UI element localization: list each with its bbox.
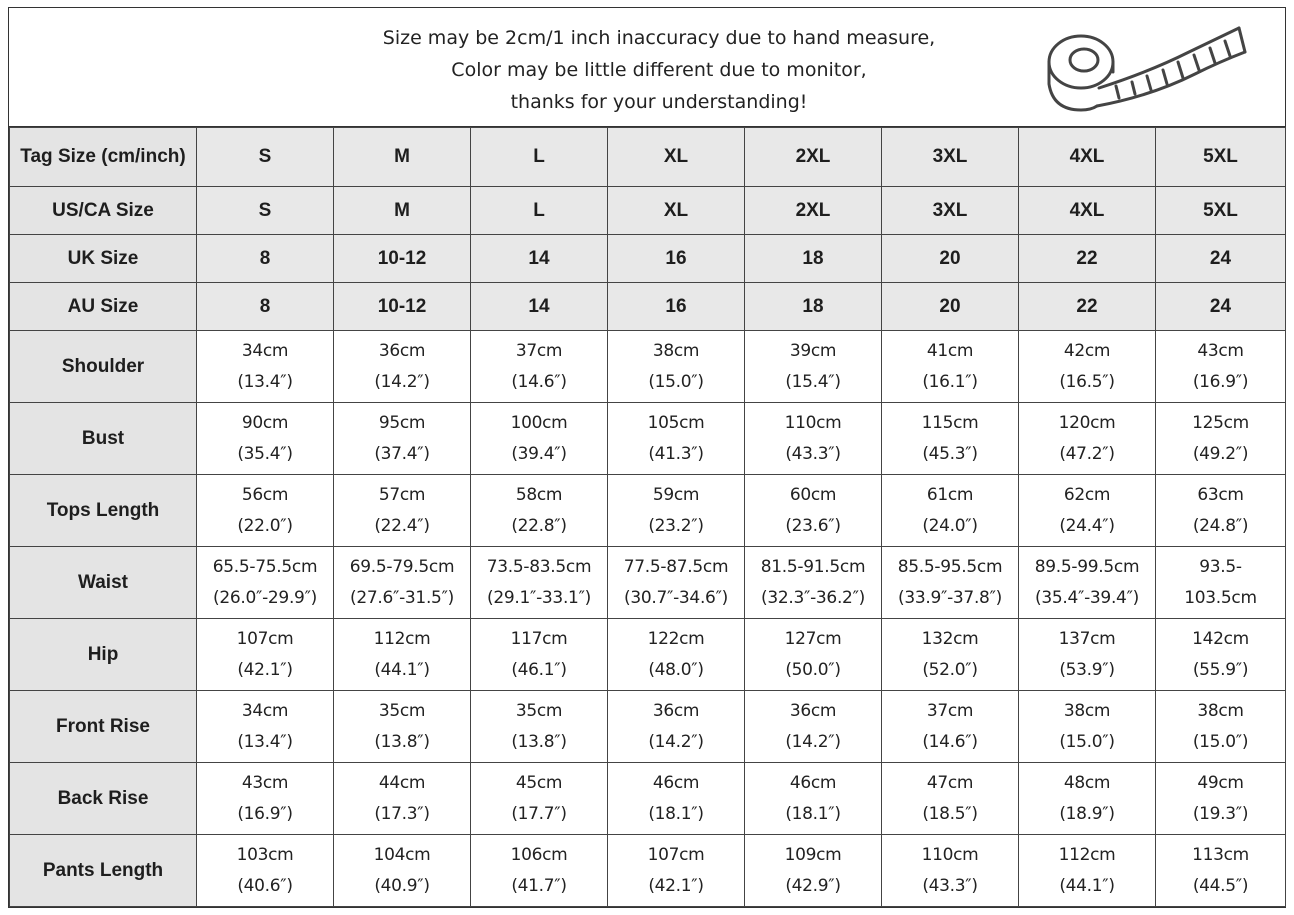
measurement-cell	[882, 475, 1019, 547]
size-cell: L	[471, 187, 608, 235]
cm-value: 132cm	[921, 628, 979, 649]
inch-value: (42.1″)	[237, 659, 293, 680]
row-label: Bust	[10, 403, 197, 475]
inch-value: (35.4″)	[237, 443, 293, 464]
measurement-cell	[745, 331, 882, 403]
cm-value: 57cm	[378, 484, 426, 505]
inch-value: (44.1″)	[374, 659, 430, 680]
cm-value: 89.5-99.5cm	[1034, 556, 1140, 577]
size-cell: 18	[745, 283, 882, 331]
inch-value: (16.9″)	[237, 803, 293, 824]
size-cell: M	[334, 128, 471, 187]
inch-value: (40.6″)	[237, 875, 293, 896]
cm-value: 104cm	[373, 844, 431, 865]
cm-value: 61cm	[926, 484, 974, 505]
inch-value: (24.4″)	[1059, 515, 1115, 536]
inch-value: (18.5″)	[922, 803, 978, 824]
cm-value: 125cm	[1192, 412, 1249, 433]
cm-value: 34cm	[241, 700, 289, 721]
cm-value: 65.5-75.5cm	[212, 556, 318, 577]
inch-value: (44.5″)	[1192, 875, 1249, 896]
cm-value: 34cm	[241, 340, 289, 361]
size-cell: S	[197, 128, 334, 187]
measurement-cell	[745, 547, 882, 619]
size-cell: 14	[471, 283, 608, 331]
inch-value: (19.3″)	[1192, 803, 1249, 824]
measurement-cell	[334, 547, 471, 619]
row-label: Front Rise	[10, 691, 197, 763]
measurement-row	[10, 403, 1286, 475]
size-cell: 4XL	[1019, 128, 1156, 187]
size-cell: L	[471, 128, 608, 187]
cm-value: 110cm	[921, 844, 979, 865]
cm-value: 48cm	[1063, 772, 1111, 793]
measurement-cell	[471, 835, 608, 907]
measurement-cell	[334, 475, 471, 547]
inch-value: (30.7″-34.6″)	[624, 587, 728, 608]
size-cell: XL	[608, 187, 745, 235]
inch-value: (29.1″-33.1″)	[487, 587, 591, 608]
cm-value: 106cm	[510, 844, 568, 865]
row-label: Waist	[10, 547, 197, 619]
inch-value: (35.4″-39.4″)	[1035, 587, 1139, 608]
size-cell: 2XL	[745, 128, 882, 187]
size-cell: 5XL	[1156, 187, 1286, 235]
inch-value: (41.3″)	[648, 443, 704, 464]
measurement-cell	[745, 403, 882, 475]
cm-value: 59cm	[652, 484, 700, 505]
cm-value: 112cm	[1058, 844, 1116, 865]
size-cell: 8	[197, 283, 334, 331]
cm-value: 46cm	[789, 772, 837, 793]
row-label: Tag Size (cm/inch)	[10, 128, 197, 187]
inch-value: (32.3″-36.2″)	[761, 587, 865, 608]
measurement-cell	[882, 619, 1019, 691]
inch-value: (17.3″)	[374, 803, 430, 824]
inch-value: (40.9″)	[374, 875, 430, 896]
cm-value: 69.5-79.5cm	[349, 556, 455, 577]
size-cell: S	[197, 187, 334, 235]
cm-value: 44cm	[378, 772, 426, 793]
measurement-cell	[608, 763, 745, 835]
inch-value: (24.8″)	[1192, 515, 1249, 536]
notice-text	[259, 22, 1059, 118]
measurement-cell	[334, 691, 471, 763]
measurement-cell	[1019, 403, 1156, 475]
measurement-cell	[745, 619, 882, 691]
notice-header	[9, 8, 1285, 127]
inch-value: (39.4″)	[511, 443, 567, 464]
cm-value: 47cm	[926, 772, 974, 793]
measurement-cell	[1156, 547, 1286, 619]
size-cell: 20	[882, 283, 1019, 331]
inch-value: (49.2″)	[1192, 443, 1249, 464]
measurement-cell	[197, 835, 334, 907]
inch-value: (27.6″-31.5″)	[350, 587, 454, 608]
inch-value: (22.8″)	[511, 515, 567, 536]
measurement-cell	[334, 619, 471, 691]
measurement-cell	[471, 475, 608, 547]
size-cell: 16	[608, 235, 745, 283]
measurement-row	[10, 547, 1286, 619]
measurement-cell	[471, 691, 608, 763]
measurement-cell	[608, 331, 745, 403]
cm-value: 39cm	[789, 340, 837, 361]
cm-value: 35cm	[515, 700, 563, 721]
cm-value: 90cm	[241, 412, 289, 433]
measurement-cell	[1156, 835, 1286, 907]
row-label: AU Size	[10, 283, 197, 331]
inch-value: (43.3″)	[785, 443, 841, 464]
measurement-cell	[608, 403, 745, 475]
inch-value: (44.1″)	[1059, 875, 1115, 896]
measurement-cell	[1019, 835, 1156, 907]
measurement-cell	[1156, 763, 1286, 835]
size-row	[10, 187, 1286, 235]
measurement-cell	[197, 547, 334, 619]
measurement-cell	[471, 619, 608, 691]
inch-value: (15.4″)	[785, 371, 841, 392]
measurement-cell	[197, 331, 334, 403]
row-label: US/CA Size	[10, 187, 197, 235]
cm-value: 37cm	[515, 340, 563, 361]
size-cell: 10-12	[334, 283, 471, 331]
size-row	[10, 235, 1286, 283]
cm-value: 37cm	[926, 700, 974, 721]
measurement-cell	[1156, 475, 1286, 547]
inch-value: (14.2″)	[785, 731, 841, 752]
measurement-cell	[745, 475, 882, 547]
cm-value: 42cm	[1063, 340, 1111, 361]
size-cell: 10-12	[334, 235, 471, 283]
measurement-cell	[197, 691, 334, 763]
size-cell: 22	[1019, 235, 1156, 283]
measurement-cell	[197, 763, 334, 835]
cm-value: 142cm	[1192, 628, 1249, 649]
measurement-cell	[1156, 331, 1286, 403]
cm-value: 45cm	[515, 772, 563, 793]
inch-value: (24.0″)	[922, 515, 978, 536]
cm-value: 73.5-83.5cm	[486, 556, 592, 577]
measurement-cell	[1019, 619, 1156, 691]
measurement-cell	[1156, 691, 1286, 763]
size-cell: 24	[1156, 283, 1286, 331]
size-cell: 4XL	[1019, 187, 1156, 235]
cm-value: 107cm	[647, 844, 705, 865]
size-cell: 3XL	[882, 187, 1019, 235]
size-cell: 18	[745, 235, 882, 283]
inch-value: (15.0″)	[1192, 731, 1249, 752]
measurement-cell	[1019, 475, 1156, 547]
measurement-cell	[745, 691, 882, 763]
inch-value: (26.0″-29.9″)	[213, 587, 317, 608]
size-cell: M	[334, 187, 471, 235]
cm-value: 109cm	[784, 844, 842, 865]
cm-value: 115cm	[921, 412, 979, 433]
measurement-cell	[608, 619, 745, 691]
cm-value: 77.5-87.5cm	[623, 556, 729, 577]
cm-value: 122cm	[647, 628, 705, 649]
cm-value: 95cm	[378, 412, 426, 433]
cm-value: 56cm	[241, 484, 289, 505]
measuring-tape-icon	[1039, 14, 1249, 122]
notice-line: thanks for your understanding!	[510, 91, 808, 113]
cm-value: 38cm	[1197, 700, 1244, 721]
measurement-cell	[608, 475, 745, 547]
inch-value: (15.0″)	[1059, 731, 1115, 752]
cm-value: 93.5-	[1199, 556, 1242, 577]
measurement-cell	[1019, 547, 1156, 619]
size-cell: 8	[197, 235, 334, 283]
measurement-cell	[471, 547, 608, 619]
measurement-cell	[471, 331, 608, 403]
inch-value: (14.6″)	[511, 371, 567, 392]
cm-value: 137cm	[1058, 628, 1116, 649]
inch-value: (41.7″)	[511, 875, 567, 896]
cm-value: 81.5-91.5cm	[760, 556, 866, 577]
cm-value: 38cm	[652, 340, 700, 361]
measurement-row	[10, 619, 1286, 691]
size-cell: 5XL	[1156, 128, 1286, 187]
measurement-row	[10, 691, 1286, 763]
measurement-cell	[1156, 403, 1286, 475]
size-table	[9, 127, 1286, 907]
inch-value: 103.5cm	[1184, 587, 1257, 608]
inch-value: (45.3″)	[922, 443, 978, 464]
cm-value: 120cm	[1058, 412, 1116, 433]
inch-value: (18.9″)	[1059, 803, 1115, 824]
cm-value: 103cm	[236, 844, 294, 865]
row-label: UK Size	[10, 235, 197, 283]
inch-value: (55.9″)	[1192, 659, 1249, 680]
cm-value: 62cm	[1063, 484, 1111, 505]
measurement-cell	[471, 403, 608, 475]
inch-value: (47.2″)	[1059, 443, 1115, 464]
row-label: Back Rise	[10, 763, 197, 835]
measurement-cell	[334, 331, 471, 403]
row-label: Hip	[10, 619, 197, 691]
cm-value: 85.5-95.5cm	[897, 556, 1003, 577]
inch-value: (52.0″)	[922, 659, 978, 680]
size-cell: 16	[608, 283, 745, 331]
inch-value: (42.1″)	[648, 875, 704, 896]
measurement-cell	[334, 763, 471, 835]
measurement-cell	[745, 835, 882, 907]
cm-value: 38cm	[1063, 700, 1111, 721]
cm-value: 117cm	[510, 628, 568, 649]
measurement-cell	[1019, 331, 1156, 403]
cm-value: 35cm	[378, 700, 426, 721]
cm-value: 100cm	[510, 412, 568, 433]
inch-value: (23.2″)	[648, 515, 704, 536]
size-cell: 22	[1019, 283, 1156, 331]
cm-value: 127cm	[784, 628, 842, 649]
inch-value: (22.4″)	[374, 515, 430, 536]
inch-value: (50.0″)	[785, 659, 841, 680]
cm-value: 36cm	[789, 700, 837, 721]
measurement-cell	[334, 835, 471, 907]
inch-value: (43.3″)	[922, 875, 978, 896]
measurement-row	[10, 331, 1286, 403]
inch-value: (13.8″)	[374, 731, 430, 752]
measurement-cell	[1019, 763, 1156, 835]
inch-value: (15.0″)	[648, 371, 704, 392]
measurement-cell	[882, 331, 1019, 403]
inch-value: (18.1″)	[785, 803, 841, 824]
measurement-cell	[608, 691, 745, 763]
cm-value: 58cm	[515, 484, 563, 505]
cm-value: 49cm	[1197, 772, 1244, 793]
measurement-cell	[197, 475, 334, 547]
inch-value: (16.9″)	[1192, 371, 1249, 392]
inch-value: (16.5″)	[1059, 371, 1115, 392]
inch-value: (22.0″)	[237, 515, 293, 536]
row-label: Shoulder	[10, 331, 197, 403]
size-cell: 20	[882, 235, 1019, 283]
measurement-cell	[882, 835, 1019, 907]
size-row	[10, 128, 1286, 187]
inch-value: (42.9″)	[785, 875, 841, 896]
cm-value: 43cm	[241, 772, 289, 793]
cm-value: 113cm	[1192, 844, 1249, 865]
size-cell: 14	[471, 235, 608, 283]
inch-value: (14.2″)	[374, 371, 430, 392]
size-cell: 3XL	[882, 128, 1019, 187]
notice-line: Color may be little different due to monitor,	[451, 59, 867, 81]
cm-value: 63cm	[1197, 484, 1244, 505]
measurement-row	[10, 763, 1286, 835]
notice-line: Size may be 2cm/1 inch inaccuracy due to hand measure,	[382, 27, 936, 49]
size-cell: 2XL	[745, 187, 882, 235]
inch-value: (14.2″)	[648, 731, 704, 752]
inch-value: (46.1″)	[511, 659, 567, 680]
cm-value: 110cm	[784, 412, 842, 433]
cm-value: 36cm	[378, 340, 426, 361]
cm-value: 41cm	[926, 340, 974, 361]
cm-value: 105cm	[647, 412, 705, 433]
measurement-row	[10, 835, 1286, 907]
measurement-cell	[334, 403, 471, 475]
size-row	[10, 283, 1286, 331]
measurement-cell	[745, 763, 882, 835]
measurement-cell	[471, 763, 608, 835]
inch-value: (16.1″)	[922, 371, 978, 392]
inch-value: (48.0″)	[648, 659, 704, 680]
size-chart	[8, 7, 1286, 908]
measurement-cell	[608, 547, 745, 619]
inch-value: (23.6″)	[785, 515, 841, 536]
inch-value: (33.9″-37.8″)	[898, 587, 1002, 608]
measurement-row	[10, 475, 1286, 547]
size-cell: XL	[608, 128, 745, 187]
cm-value: 36cm	[652, 700, 700, 721]
measurement-cell	[882, 403, 1019, 475]
inch-value: (53.9″)	[1059, 659, 1115, 680]
measurement-cell	[608, 835, 745, 907]
inch-value: (17.7″)	[511, 803, 567, 824]
cm-value: 60cm	[789, 484, 837, 505]
inch-value: (13.4″)	[237, 731, 293, 752]
cm-value: 46cm	[652, 772, 700, 793]
inch-value: (37.4″)	[374, 443, 430, 464]
measurement-cell	[882, 691, 1019, 763]
measurement-cell	[882, 763, 1019, 835]
measurement-cell	[197, 403, 334, 475]
measurement-cell	[882, 547, 1019, 619]
inch-value: (13.4″)	[237, 371, 293, 392]
cm-value: 107cm	[236, 628, 294, 649]
inch-value: (18.1″)	[648, 803, 704, 824]
measurement-cell	[1019, 691, 1156, 763]
row-label: Pants Length	[10, 835, 197, 907]
cm-value: 112cm	[373, 628, 431, 649]
row-label: Tops Length	[10, 475, 197, 547]
cm-value: 43cm	[1197, 340, 1244, 361]
size-cell: 24	[1156, 235, 1286, 283]
measurement-cell	[197, 619, 334, 691]
inch-value: (14.6″)	[922, 731, 978, 752]
inch-value: (13.8″)	[511, 731, 567, 752]
measurement-cell	[1156, 619, 1286, 691]
